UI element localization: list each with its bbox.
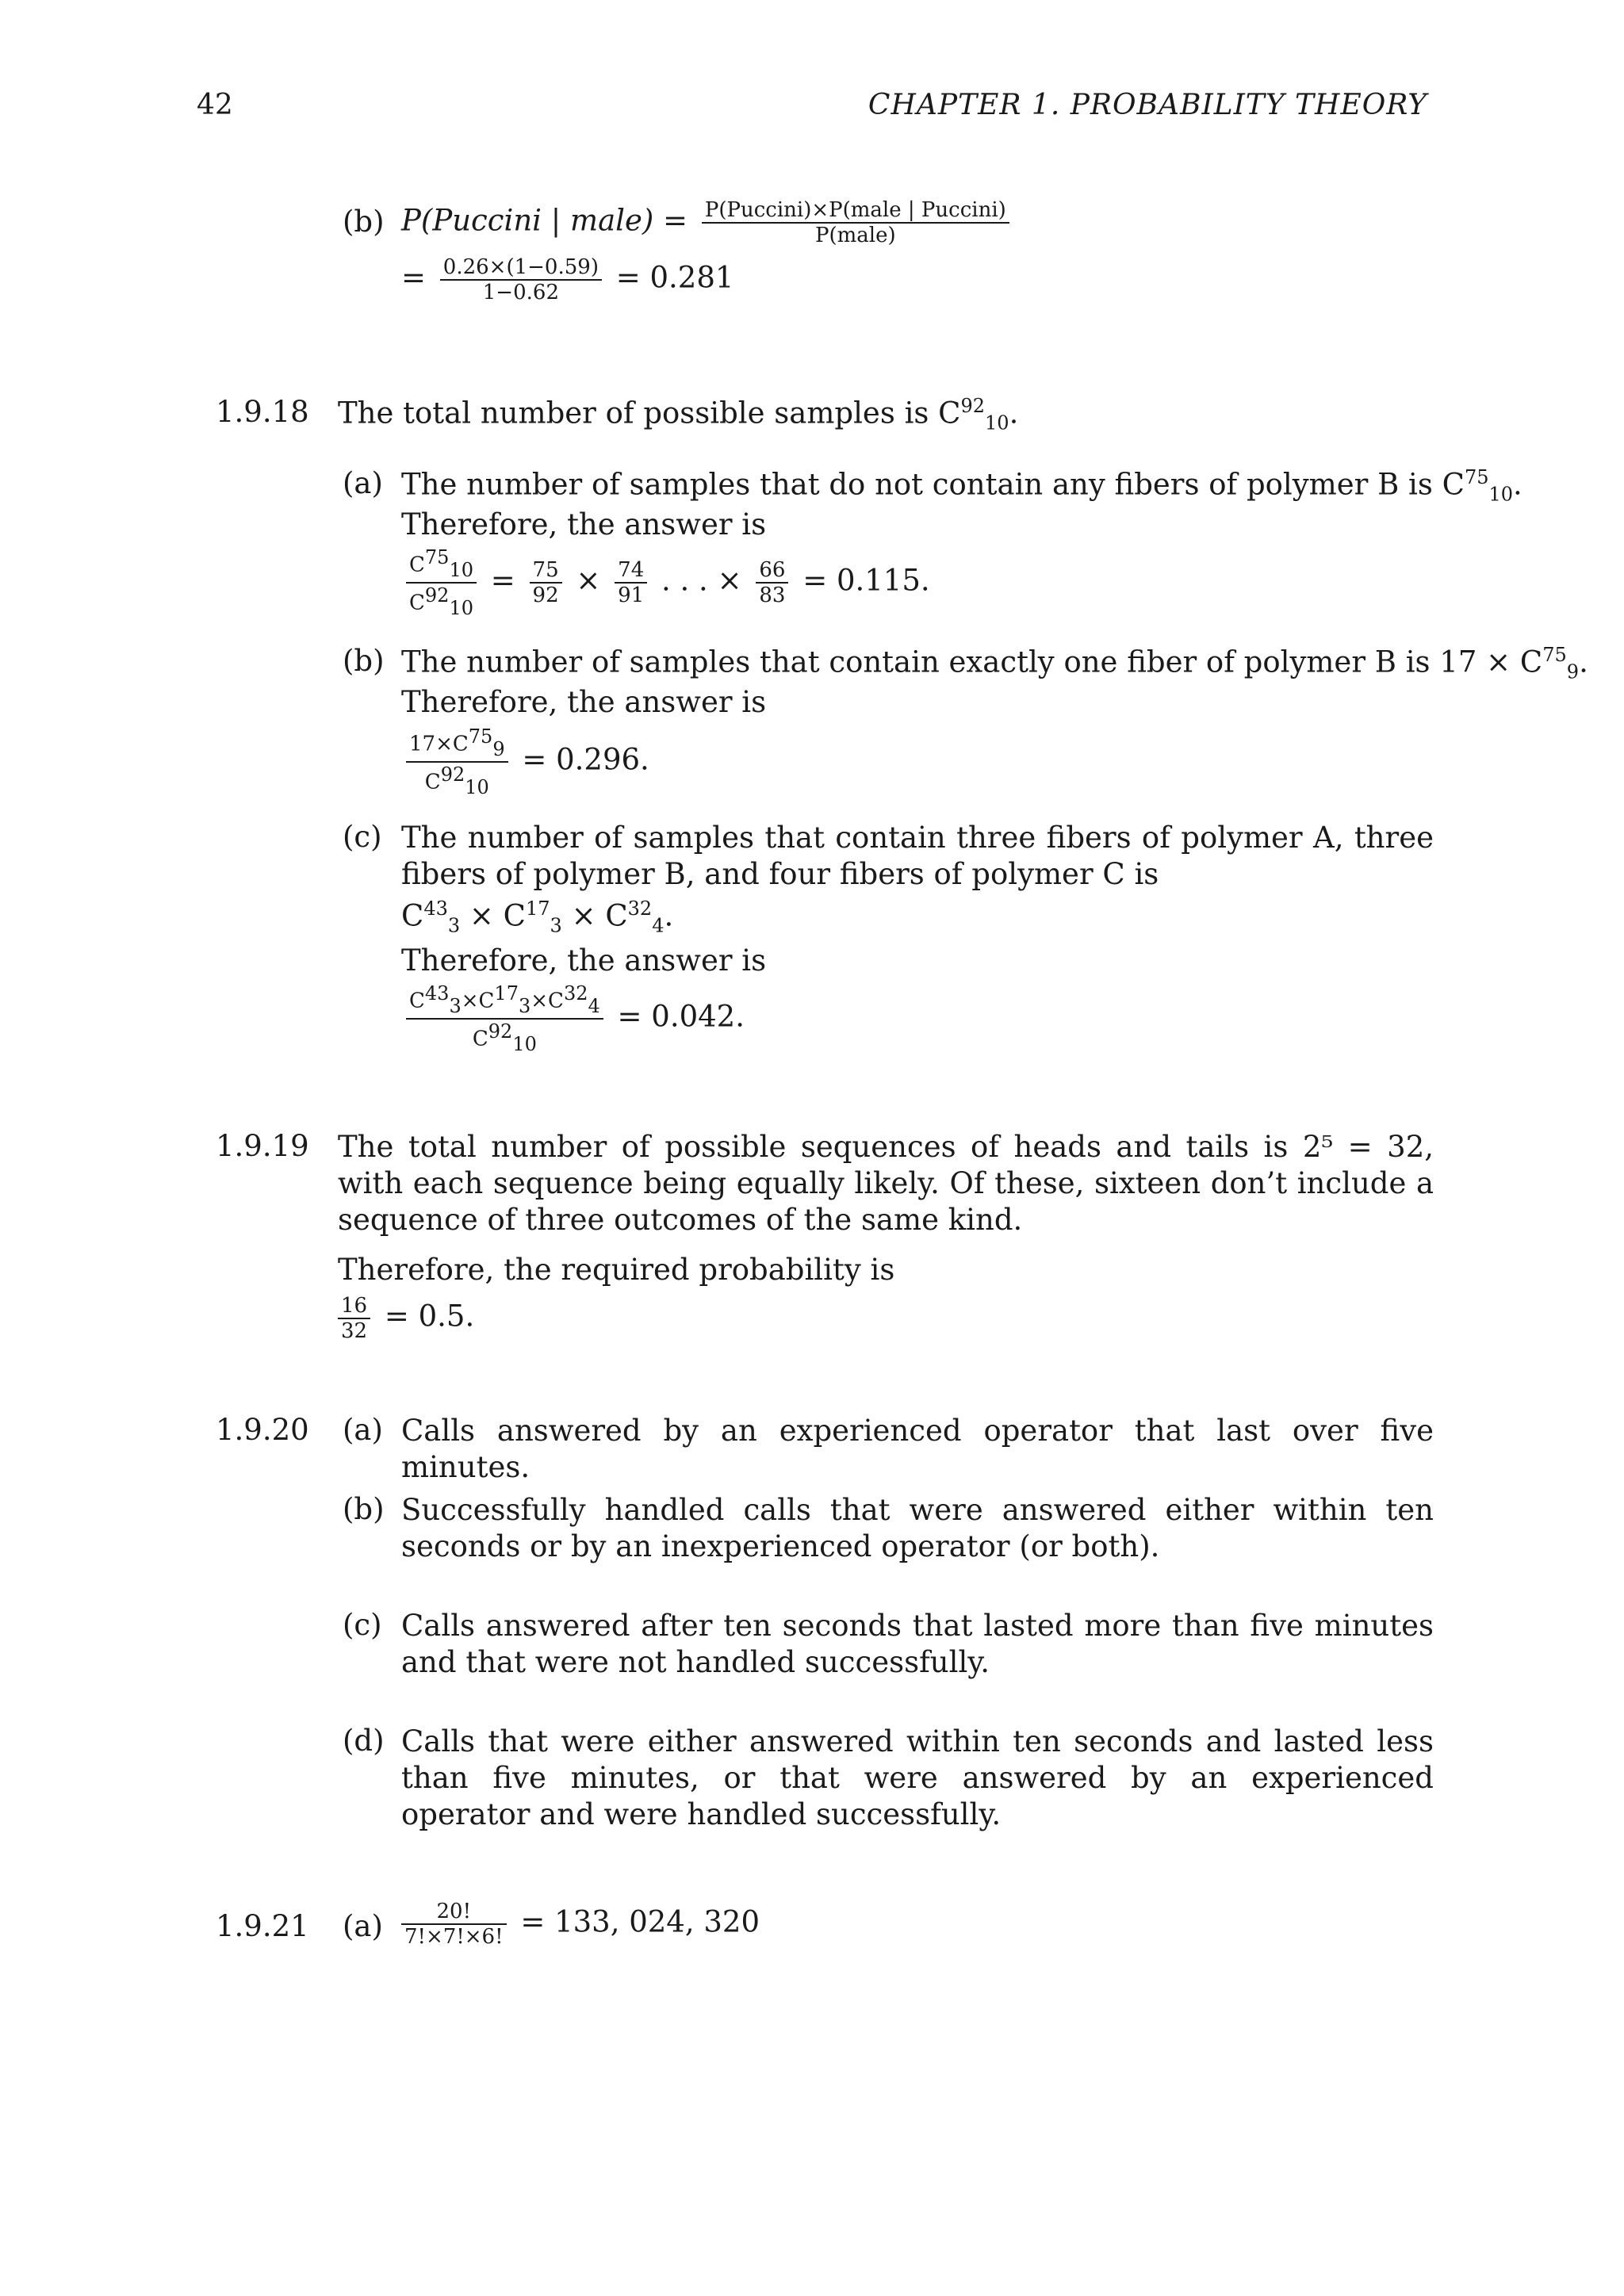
p18-intro-text: The total number of possible samples is C [338,396,961,430]
p19-frac-num: 16 [338,1294,370,1319]
p18-b-sub: 9 [1566,660,1580,683]
p18-a-formula: $\frac{C^{75}_{10}}{C^{92}_{10}}$ = $\frac{75}{92}$ × $\frac{74}{91}$ . . . × $\frac{66}{83}$ = 0.115. [401,545,930,620]
p18-a-sup: 75 [1464,466,1489,488]
puccini-result: = 0.281 [615,260,734,295]
p21-formula [396,1900,760,1949]
p20-b-label: (b) [343,1492,385,1526]
p21-a-label: (a) [343,1909,383,1943]
p19-therefore: Therefore, the required probability is [338,1253,895,1287]
problem-number-1920: 1.9.20 [216,1413,309,1447]
problem-number-1918: 1.9.18 [216,395,309,429]
p20-d-label: (d) [343,1724,385,1758]
p20-c-text: Calls answered after ten seconds that lasted more than five minutes and that were not handled successfully. [401,1609,1434,1679]
p18-c-therefore: Therefore, the answer is [401,943,767,978]
p19-text: The total number of possible sequences of heads and tails is 2⁵ = 32, with each sequence being equally likely. Of these, sixteen don’t include a sequence of three outcomes of the same kind. [338,1130,1434,1237]
p18-c-formula: $\frac{C^{43}_3\times C^{17}_3\times C^{32}_4}{C^{92}_{10}}$ = 0.042. [401,982,745,1056]
page-number: 42 [197,89,233,121]
p18-b-formula: $\frac{17\times C^{75}_9}{C^{92}_{10}}$ = 0.296. [401,725,649,799]
p19-formula [333,1294,474,1343]
p18-b-label: (b) [343,644,385,678]
puccini-equation [401,198,1014,247]
puccini-denominator: P(male) [815,224,896,247]
p20-d-text: Calls that were either answered within ten seconds and lasted less than five minutes, or that were answered by an experienced operator and were handled successfully. [401,1724,1434,1831]
p21-frac-den: 7!×7!×6! [404,1925,504,1949]
p18-a-text: The number of samples that do not contain any fibers of polymer B is $C^{75}_{10}$. [401,466,1522,506]
p20-a-label: (a) [343,1413,383,1447]
p20-a-text: Calls answered by an experienced operator that last over five minutes. [401,1414,1434,1484]
puccini-lhs: P(Puccini | male) = [401,203,688,238]
running-header [197,89,1427,136]
p18-a-sub: 10 [1488,483,1514,506]
p18-intro-sup: 92 [960,395,986,417]
p18-c-product: $C^{43}_3 \times C^{17}_3 \times C^{32}_4$. [401,897,674,937]
problem-number-1919: 1.9.19 [216,1129,309,1163]
puccini-denominator-2: 1−0.62 [482,281,559,304]
p18-a-result: = 0.115. [802,563,930,598]
p18-b-text: The number of samples that contain exactly one fiber of polymer B is $17 \times C^{75}_9$. [401,644,1588,683]
puccini-numerator: P(Puccini)×P(male | Puccini) [702,198,1009,224]
p21-result: = 133, 024, 320 [520,1904,760,1939]
p18-a-therefore: Therefore, the answer is [401,507,767,541]
p18-b-result: = 0.296. [522,742,649,777]
puccini-numerator-2: 0.26×(1−0.59) [440,255,602,281]
p18-c-label: (c) [343,820,382,854]
problem-number-1921: 1.9.21 [216,1909,309,1943]
p18-intro: The total number of possible samples is $C^{92}_{10}$. [338,395,1019,434]
puccini-b-label: (b) [343,205,385,239]
p19-result: = 0.5. [384,1299,475,1334]
p18-intro-sub: 10 [985,411,1009,434]
p21-frac-num: 20! [401,1900,507,1925]
p18-b-text-content: The number of samples that contain exactly one fiber of polymer B is 17 × C [401,645,1543,679]
puccini-fraction-2 [440,255,602,304]
puccini-equation-2: = $\frac{0.26\times(1-0.59)}{1-0.62}$ = 0.281 [401,255,734,304]
p18-a-label: (a) [343,466,383,500]
puccini-fraction [702,198,1009,247]
p20-c-label: (c) [343,1608,382,1642]
p19-frac-den: 32 [341,1319,368,1343]
p18-b-sup: 75 [1542,644,1567,666]
p20-b-text: Successfully handled calls that were answered either within ten seconds or by an inexperienced operator (or both). [401,1493,1434,1563]
p18-b-therefore: Therefore, the answer is [401,685,767,719]
chapter-title: CHAPTER 1. PROBABILITY THEORY [868,89,1427,121]
p18-c-result: = 0.042. [617,999,745,1034]
p18-a-text-content: The number of samples that do not contain any fibers of polymer B is C [401,467,1465,502]
p18-c-text: The number of samples that contain three fibers of polymer A, three fibers of polymer B, and four fibers of polymer C is [401,821,1434,891]
